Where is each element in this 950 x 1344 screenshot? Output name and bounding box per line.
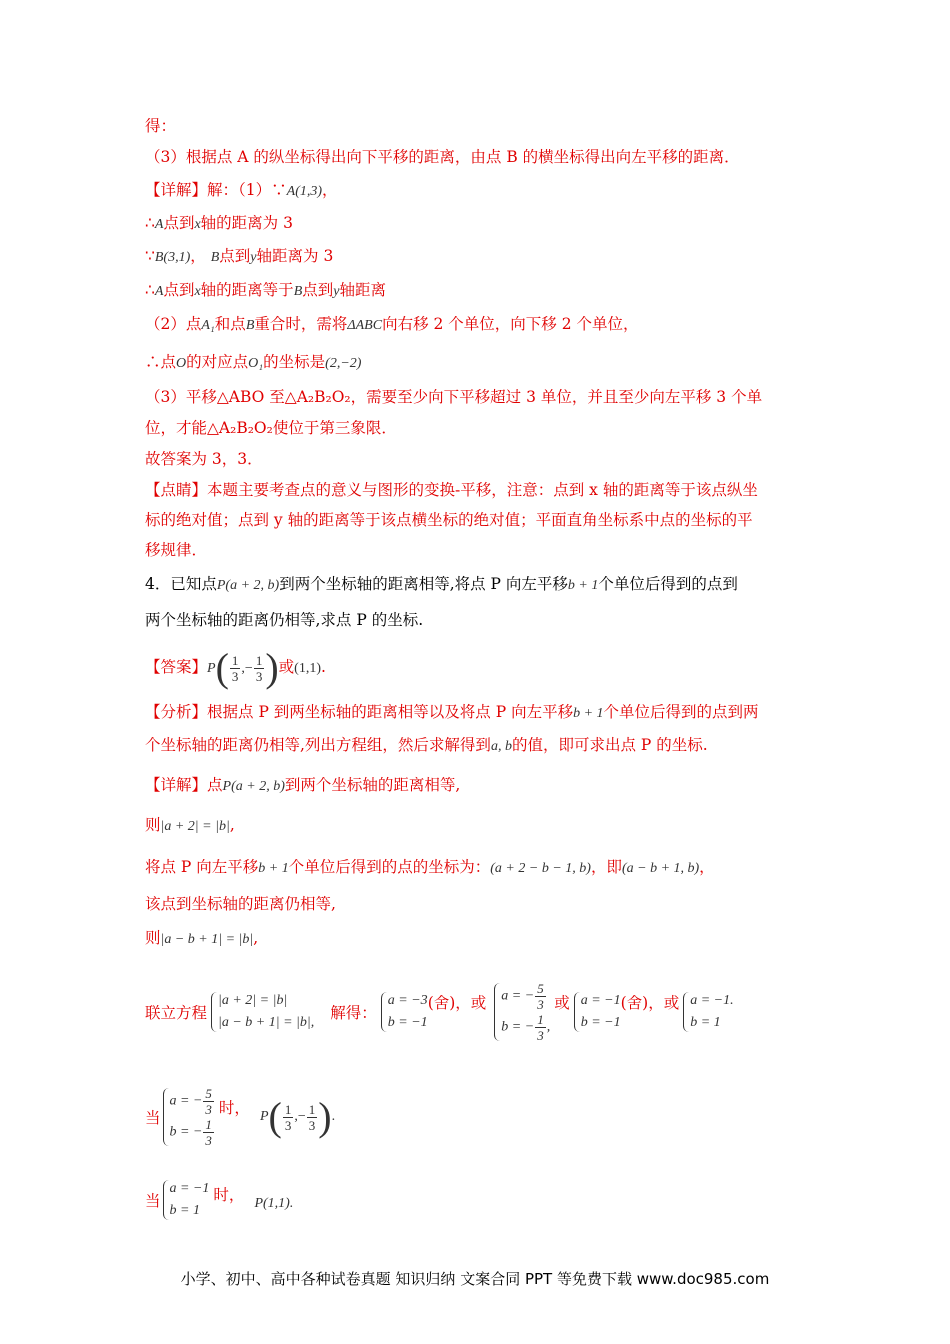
text-line: （3）平移△ABO 至△A₂B₂O₂，需要至少向下平移超过 3 单位，并且至少向左平移 3 个单: [145, 388, 763, 406]
text-line: （2）点A₁和点B重合时，需将ΔABC向右移 2 个单位，向下移 2 个单位，: [145, 315, 639, 333]
text-line: 该点到坐标轴的距离仍相等,: [145, 895, 336, 913]
footer: 小学、初中、高中各种试卷真题 知识归纳 文案合同 PPT 等免费下载 www.doc985.com: [180, 1270, 770, 1288]
tag: 【详解】: [145, 776, 208, 794]
text-line: （3）根据点 A 的纵坐标得出向下平移的距离，由点 B 的横坐标得出向左平移的距离．: [145, 148, 740, 166]
analysis-line: 个坐标轴的距离仍相等,列出方程组，然后求解得到a, b的值，即可求出点 P 的坐标.: [145, 736, 708, 754]
text-line: 则|a − b + 1| = |b|,: [145, 929, 259, 947]
answer-line: 【答案】P( $\frac{1}{3}$ ,− $\frac{1}{3}$ )或(1,1).: [145, 645, 326, 690]
question-line: 两个坐标轴的距离仍相等,求点 P 的坐标.: [145, 611, 424, 629]
text-line: 位，才能△A₂B₂O₂使位于第三象限．: [145, 419, 397, 437]
case-line: 当 a = − $\frac{5}{3}$ b = − $\frac{1}{3}$ 时， P ( $\frac{1}{3}$ ,− $\frac{1}{3}$ ) .: [145, 1086, 336, 1148]
text-line: 标的绝对值；点到 y 轴的距离等于该点横坐标的绝对值；平面直角坐标系中点的坐标的平: [145, 511, 753, 529]
text-line: ∴A点到x轴的距离为 3: [145, 214, 293, 232]
tag: 【答案】: [145, 658, 208, 676]
question-line: 4．已知点P(a + 2, b)到两个坐标轴的距离相等,将点 P 向左平移b + 1个单位后得到的点到: [145, 575, 738, 593]
tag: 【分析】: [145, 703, 208, 721]
note-line: 【点睛】本题主要考查点的意义与图形的变换-平移，注意：点到 x 轴的距离等于该点纵坐: [145, 481, 758, 499]
analysis-line: 【分析】根据点 P 到两坐标轴的距离相等以及将点 P 向左平移b + 1个单位后得到的点到两: [145, 703, 759, 721]
text-line: ∴点O的对应点O₁的坐标是(2,−2): [145, 353, 362, 371]
text-line: 移规律．: [145, 541, 208, 559]
detail-line: 【详解】点P(a + 2, b)到两个坐标轴的距离相等,: [145, 776, 461, 794]
equation-system: 联立方程 |a + 2| = |b| |a − b + 1| = |b|, 解得： a = −3 b = −1 (舍)，或 a = − $\frac{5}{3}$ b = − $\frac{1}{3}$ , 或 a = −1 b = −1 (舍)，或 a = −1. b = 1: [145, 981, 734, 1043]
tag: 【点睛】: [145, 481, 208, 499]
tag: 【详解】: [145, 181, 208, 199]
text-line: 得：: [145, 117, 177, 135]
text-line: 则|a + 2| = |b|,: [145, 816, 235, 834]
text-line: 故答案为 3，3．: [145, 450, 263, 468]
text-line: ∵B(3,1)， B点到y轴距离为 3: [145, 247, 334, 265]
detail-line: 【详解】解：（1）∵A(1,3)，: [145, 181, 338, 199]
text-line: ∴A点到x轴的距离等于B点到y轴距离: [145, 281, 386, 299]
math: A(1,3): [286, 184, 323, 199]
case-line: 当 a = −1 b = 1 时， P(1,1).: [145, 1174, 293, 1226]
text-line: 将点 P 向左平移b + 1个单位后得到的点的坐标为：(a + 2 − b − 1, b)，即(a − b + 1, b)，: [145, 858, 715, 876]
